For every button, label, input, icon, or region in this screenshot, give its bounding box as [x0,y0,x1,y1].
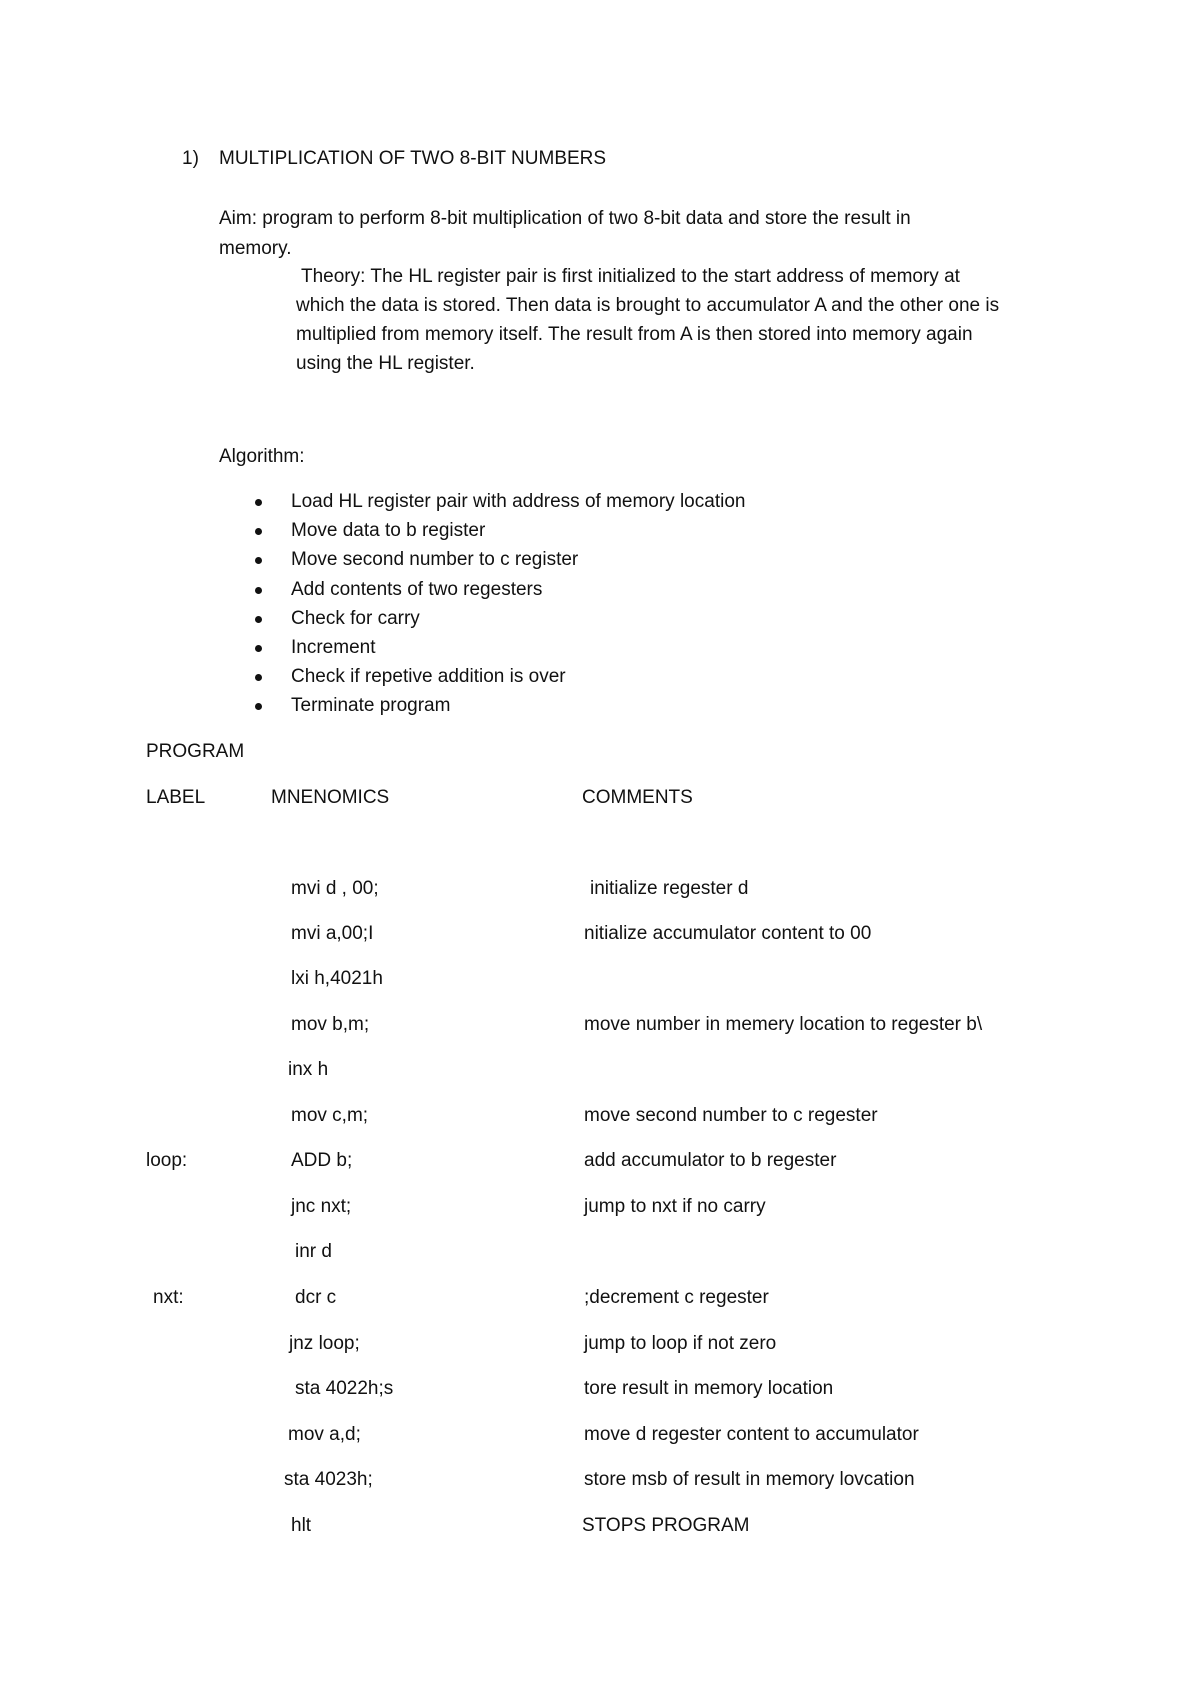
mnemonic-cell: lxi h,4021h [291,968,383,989]
theory-line-2: which the data is stored. Then data is brought to accumulator A and the other one is [296,295,1000,316]
theory-line-4: using the HL register. [296,353,475,374]
mnemonic-cell: sta 4022h;s [295,1378,394,1399]
comment-cell: add accumulator to b regester [584,1150,837,1171]
algorithm-title: Algorithm: [219,446,305,467]
column-header-label: LABEL [146,787,206,808]
heading-number: 1) [182,148,199,169]
comment-cell: move number in memery location to regester b\ [584,1014,983,1035]
algorithm-item: Load HL register pair with address of memory location [291,491,746,512]
comment-cell: store msb of result in memory lovcation [584,1469,915,1490]
heading-title: MULTIPLICATION OF TWO 8-BIT NUMBERS [219,148,607,169]
bullet-icon [255,587,262,594]
mnemonic-cell: ADD b; [291,1150,353,1171]
mnemonic-cell: inx h [288,1059,329,1080]
comment-cell: nitialize accumulator content to 00 [584,923,872,944]
program-title: PROGRAM [146,741,245,762]
bullet-icon [255,557,262,564]
comment-cell: jump to loop if not zero [584,1333,777,1354]
column-header-mnemonics: MNENOMICS [271,787,390,808]
mnemonic-cell: dcr c [295,1287,337,1308]
bullet-icon [255,703,262,710]
mnemonic-cell: mvi a,00;I [291,923,374,944]
algorithm-item: Check for carry [291,608,420,629]
bullet-icon [255,645,262,652]
comment-cell: move d regester content to accumulator [584,1424,919,1445]
mnemonic-cell: mov c,m; [291,1105,369,1126]
bullet-icon [255,528,262,535]
algorithm-item: Increment [291,637,376,658]
comment-cell: STOPS PROGRAM [582,1515,750,1536]
mnemonic-cell: mov a,d; [288,1424,361,1445]
bullet-icon [255,499,262,506]
theory-line-3: multiplied from memory itself. The result from A is then stored into memory again [296,324,973,345]
comment-cell: move second number to c regester [584,1105,878,1126]
mnemonic-cell: sta 4023h; [284,1469,373,1490]
bullet-icon [255,674,262,681]
label-cell: nxt: [153,1287,184,1308]
comment-cell: ;decrement c regester [584,1287,769,1308]
algorithm-item: Check if repetive addition is over [291,666,566,687]
mnemonic-cell: mvi d , 00; [291,878,379,899]
mnemonic-cell: inr d [295,1241,332,1262]
comment-cell: jump to nxt if no carry [584,1196,766,1217]
bullet-icon [255,616,262,623]
algorithm-item: Move data to b register [291,520,486,541]
comment-cell: initialize regester d [590,878,749,899]
label-cell: loop: [146,1150,188,1171]
algorithm-item: Add contents of two regesters [291,579,543,600]
mnemonic-cell: jnz loop; [289,1333,360,1354]
theory-line-1: Theory: The HL register pair is first initialized to the start address of memory at [301,266,960,287]
mnemonic-cell: jnc nxt; [291,1196,352,1217]
mnemonic-cell: mov b,m; [291,1014,370,1035]
aim-line-2: memory. [219,238,292,259]
mnemonic-cell: hlt [291,1515,312,1536]
algorithm-item: Move second number to c register [291,549,579,570]
algorithm-item: Terminate program [291,695,451,716]
aim-line-1: Aim: program to perform 8-bit multiplication of two 8-bit data and store the result in [219,208,911,229]
column-header-comments: COMMENTS [582,787,693,808]
comment-cell: tore result in memory location [584,1378,834,1399]
